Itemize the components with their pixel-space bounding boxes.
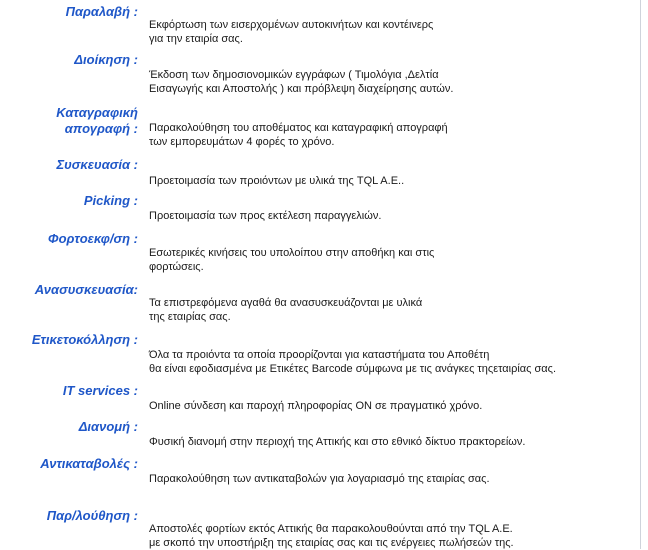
- description-line: Φυσική διανομή στην περιοχή της Αττικής και στο εθνικό δίκτυο πρακτορείων.: [149, 436, 526, 448]
- description-line: Όλα τα προιόντα τα οποία προορίζονται για καταστήματα του Αποθέτη: [149, 349, 490, 361]
- service-label: Διοίκηση :: [74, 52, 138, 67]
- service-description: [149, 296, 634, 324]
- service-description: [149, 68, 634, 96]
- service-label: Συσκευασία :: [56, 157, 138, 172]
- service-description: [149, 435, 634, 449]
- service-label: IT services :: [62, 383, 138, 398]
- service-label: Φορτοεκφ/ση :: [47, 231, 138, 246]
- description-line: Προετοιμασία των προιόντων με υλικά της TQL A.E..: [149, 175, 405, 187]
- description-line: Έκδοση των δημοσιονομικών εγγράφων ( Τιμολόγια ,Δελτία: [149, 69, 439, 81]
- description-line: της εταιρίας σας.: [149, 311, 231, 323]
- description-line: Online σύνδεση και παροχή πληροφορίας ON σε πραγματικό χρόνο.: [149, 400, 483, 412]
- description-line: Τα επιστρεφόμενα αγαθά θα ανασυσκευάζονται με υλικά: [149, 297, 423, 309]
- service-description: [149, 209, 634, 223]
- description-line: φορτώσεις.: [149, 261, 204, 273]
- service-description: [149, 121, 634, 149]
- description-line: με σκοπό την υποστήριξη της εταιρίας σας και τις ενέργειες πωλήσεών της.: [149, 537, 514, 549]
- service-description: [149, 522, 634, 550]
- service-description: [149, 246, 634, 274]
- description-line: Παρακολούθηση του αποθέματος και καταγραφική απογραφή: [149, 122, 448, 134]
- service-description: [149, 174, 634, 188]
- description-line: για την εταιρία σας.: [149, 33, 243, 45]
- service-label: Ετικετοκόλληση :: [31, 332, 138, 347]
- service-description: [149, 399, 634, 413]
- description-line: Προετοιμασία των προς εκτέλεση παραγγελιών.: [149, 210, 382, 222]
- service-label: Ανασυσκευασία:: [34, 282, 138, 297]
- service-description: [149, 18, 634, 46]
- service-label: Αντικαταβολές :: [40, 456, 138, 471]
- service-label: Καταγραφική απογραφή :: [56, 105, 138, 136]
- service-description: [149, 348, 634, 376]
- service-label: Διανομή :: [78, 419, 138, 434]
- description-line: Εσωτερικές κινήσεις του υπολοίπου στην αποθήκη και στις: [149, 247, 435, 259]
- description-line: των εμπορευμάτων 4 φορές το χρόνο.: [149, 136, 335, 148]
- description-line: Εισαγωγής και Αποστολής ) και πρόβλεψη διαχείρησης αυτών.: [149, 83, 454, 95]
- service-label: Picking :: [83, 193, 138, 208]
- service-label: Παραλαβή :: [65, 4, 138, 19]
- description-line: Παρακολούθηση των αντικαταβολών για λογαριασμό της εταιρίας σας.: [149, 473, 490, 485]
- service-label: Παρ/λούθηση :: [46, 508, 138, 523]
- service-description: [149, 472, 634, 486]
- description-line: Εκφόρτωση των εισερχομένων αυτοκινήτων και κοντέινερς: [149, 19, 434, 31]
- description-line: θα είναι εφοδιασμένα με Ετικέτες Barcode σύμφωνα με τις ανάγκες τηςεταιρίας σας.: [149, 363, 557, 375]
- description-line: Αποστολές φορτίων εκτός Αττικής θα παρακολουθούνται από την TQL A.E.: [149, 523, 513, 535]
